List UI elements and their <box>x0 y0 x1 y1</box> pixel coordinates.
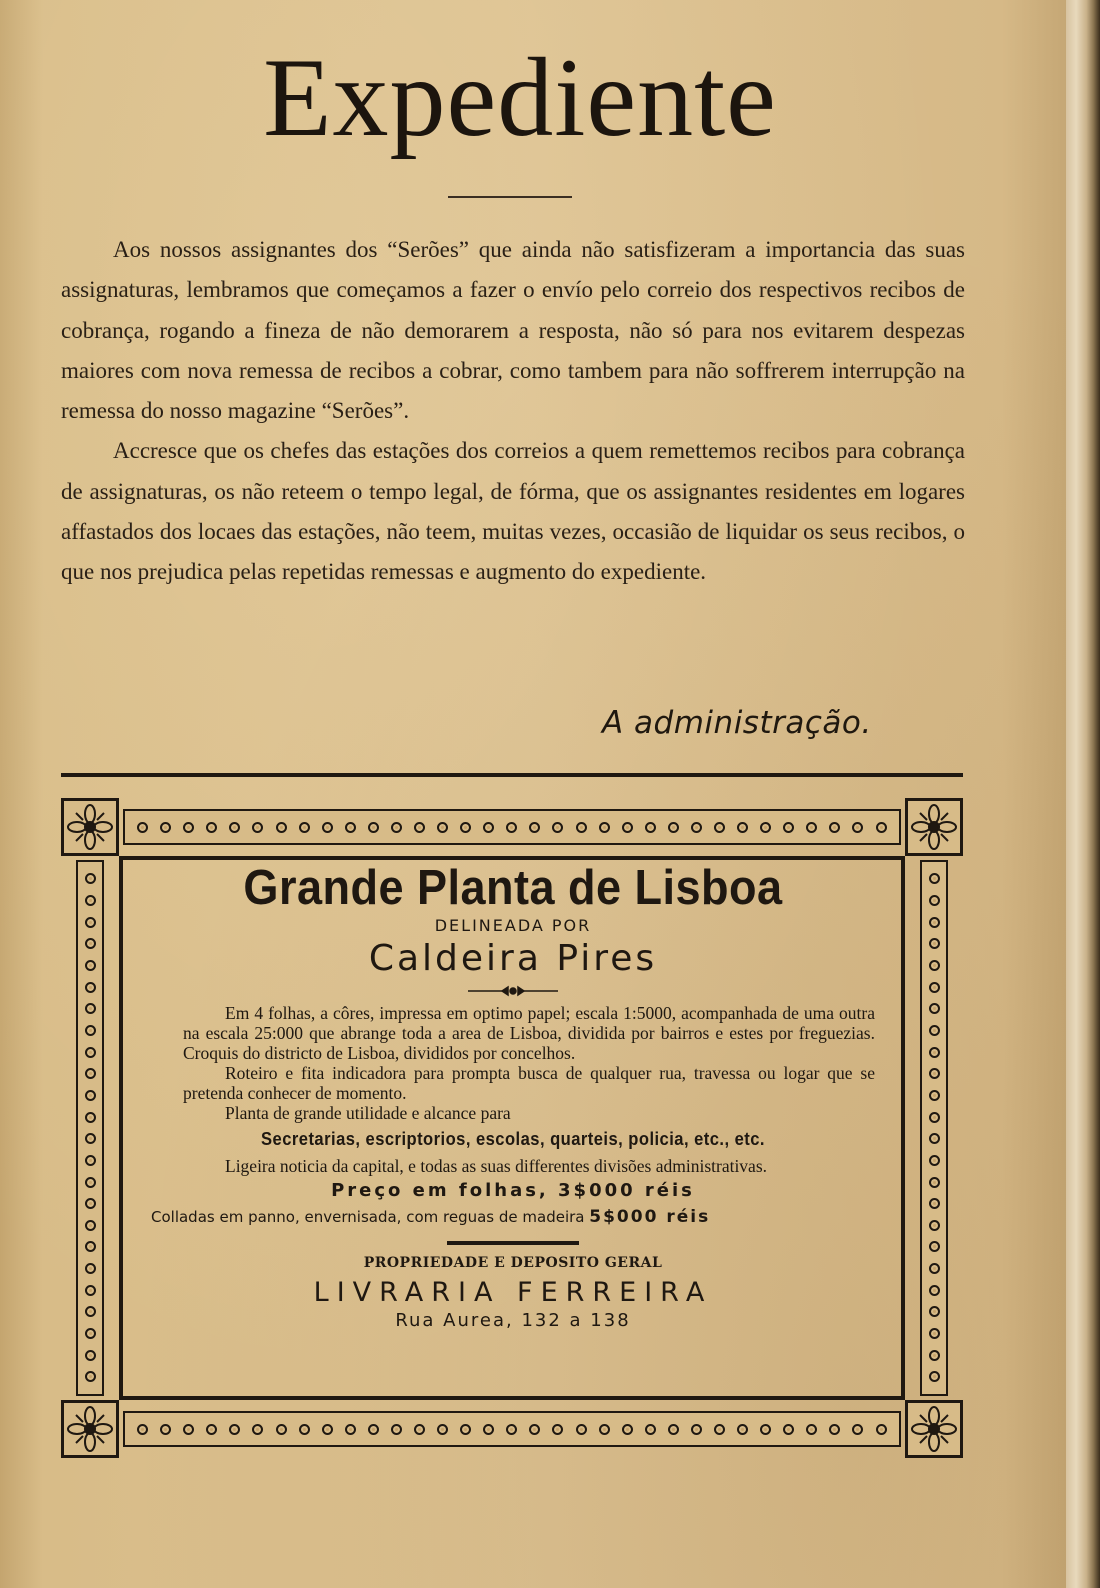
advert-paragraph-3: Planta de grande utilidade e alcance para <box>225 1102 511 1123</box>
dot-border-icon <box>85 1241 96 1252</box>
dot-border-icon <box>645 822 656 833</box>
advert-property-line: PROPRIEDADE E DEPOSITO GERAL <box>363 1254 663 1271</box>
dot-border-icon <box>437 822 448 833</box>
dot-border-icon <box>85 1112 96 1123</box>
dot-border-icon <box>160 1424 171 1435</box>
dot-border-icon <box>929 1047 940 1058</box>
dot-border-icon <box>206 822 217 833</box>
dot-border-icon <box>737 822 748 833</box>
dot-border-icon <box>645 1424 656 1435</box>
dot-border-icon <box>929 1350 940 1361</box>
dot-border-icon <box>691 1424 702 1435</box>
dot-border-icon <box>414 822 425 833</box>
dot-border-icon <box>85 1177 96 1188</box>
dot-border-icon <box>85 1003 96 1014</box>
dot-border-icon <box>276 822 287 833</box>
dot-border-icon <box>929 917 940 928</box>
dot-border-icon <box>483 1424 494 1435</box>
dot-border-icon <box>552 822 563 833</box>
dot-border-icon <box>929 1220 940 1231</box>
dot-border-icon <box>876 822 887 833</box>
dot-border-icon <box>85 1155 96 1166</box>
dot-border-icon <box>85 1371 96 1382</box>
dot-border-icon <box>929 1112 940 1123</box>
dot-border-icon <box>85 1306 96 1317</box>
dot-border-icon <box>929 895 940 906</box>
dot-border-icon <box>85 873 96 884</box>
dot-border-icon <box>85 1133 96 1144</box>
dot-border-icon <box>852 1424 863 1435</box>
advert-subtitle: DELINEADA POR <box>434 916 592 936</box>
title-rule <box>448 196 572 198</box>
dot-border-icon <box>929 1068 940 1079</box>
advert-bold-line: Secretarias, escriptorios, escolas, quarteis, policia, etc., etc. <box>261 1128 765 1149</box>
dot-border-icon <box>760 822 771 833</box>
section-divider <box>61 773 963 777</box>
dot-border-icon <box>85 895 96 906</box>
dot-border-bottom <box>123 1411 901 1447</box>
dot-border-icon <box>183 1424 194 1435</box>
dot-border-icon <box>85 1068 96 1079</box>
advert-paragraph-1: Em 4 folhas, a côres, impressa em optimo papel; escala 1:5000, acompanhada de uma outra na escala 25:000 que abrange toda a area de Lisboa, dividida por bairros e estes por freguezias. Croquis do districto de Lisboa, divididos por concelhos. <box>183 1002 875 1063</box>
advert-shop-name: LIVRARIA FERREIRA <box>313 1276 713 1308</box>
dot-border-icon <box>299 1424 310 1435</box>
dot-border-right <box>920 860 948 1396</box>
dot-border-icon <box>322 1424 333 1435</box>
dot-border-icon <box>85 917 96 928</box>
dot-border-icon <box>622 822 633 833</box>
fleuron-divider-icon <box>129 983 897 997</box>
book-page-edge <box>1066 0 1100 1588</box>
dot-border-icon <box>460 822 471 833</box>
dot-border-icon <box>760 1424 771 1435</box>
dot-border-icon <box>576 822 587 833</box>
dot-border-icon <box>806 822 817 833</box>
advert-price-mounted <box>129 1207 897 1227</box>
dot-border-icon <box>929 1090 940 1101</box>
rosette-corner-icon <box>905 1400 963 1458</box>
dot-border-icon <box>929 1371 940 1382</box>
dot-border-icon <box>929 1003 940 1014</box>
dot-border-icon <box>929 1133 940 1144</box>
notice-body <box>61 230 965 593</box>
dot-border-icon <box>85 1047 96 1058</box>
advert-address: Rua Aurea, 132 a 138 <box>395 1309 631 1331</box>
dot-border-icon <box>552 1424 563 1435</box>
dot-border-icon <box>929 1285 940 1296</box>
dot-border-icon <box>929 960 940 971</box>
dot-border-icon <box>85 938 96 949</box>
dot-border-icon <box>391 1424 402 1435</box>
dot-border-icon <box>829 1424 840 1435</box>
dot-border-icon <box>391 822 402 833</box>
dot-border-icon <box>929 1198 940 1209</box>
dot-border-icon <box>876 1424 887 1435</box>
dot-border-icon <box>668 822 679 833</box>
advertisement <box>61 798 963 1458</box>
dot-border-left <box>76 860 104 1396</box>
dot-border-icon <box>929 873 940 884</box>
notice-paragraph-1: Aos nossos assignantes dos “Serões” que ainda não satisfizeram a importancia das suas assignaturas, lembramos que começamos a fazer o envío pelo correio dos respectivos recibos de cobrança, rogando a fineza de não demorarem a resposta, não só para nos evitarem despezas maiores com nova remessa de recibos a cobrar, como tambem para não soffrerem interrupção na remessa do nosso magazine “Serões”. <box>61 237 965 424</box>
rosette-corner-icon <box>61 798 119 856</box>
dot-border-icon <box>322 822 333 833</box>
dot-border-icon <box>85 960 96 971</box>
dot-border-icon <box>85 1090 96 1101</box>
advert-title: Grande Planta de Lisboa <box>243 861 783 915</box>
signature: A administração. <box>602 705 872 741</box>
rosette-corner-icon <box>905 798 963 856</box>
dot-border-icon <box>737 1424 748 1435</box>
dot-border-icon <box>85 982 96 993</box>
dot-border-icon <box>460 1424 471 1435</box>
dot-border-icon <box>229 822 240 833</box>
advert-price-mounted-value: 5$000 réis <box>589 1206 711 1227</box>
rosette-corner-icon <box>61 1400 119 1458</box>
dot-border-icon <box>85 1263 96 1274</box>
dot-border-icon <box>929 1328 940 1339</box>
dot-border-icon <box>85 1198 96 1209</box>
dot-border-icon <box>783 1424 794 1435</box>
dot-border-icon <box>137 1424 148 1435</box>
dot-border-icon <box>345 1424 356 1435</box>
dot-border-icon <box>368 822 379 833</box>
dot-border-icon <box>160 822 171 833</box>
advert-content <box>129 858 897 1331</box>
dot-border-icon <box>622 1424 633 1435</box>
notice-paragraph-2: Accresce que os chefes das estações dos correios a quem remettemos recibos para cobrança de assignaturas, os não reteem o tempo legal, de fórma, que os assignantes residentes em logares affastados dos locaes das estações, não teem, muitas vezes, occasião de liquidar os seus recibos, o que nos prejudica pelas repetidas remessas e augmento do expediente. <box>61 438 965 585</box>
advert-author: Caldeira Pires <box>368 938 658 980</box>
dot-border-icon <box>506 822 517 833</box>
dot-border-icon <box>252 1424 263 1435</box>
dot-border-icon <box>183 822 194 833</box>
dot-border-icon <box>206 1424 217 1435</box>
dot-border-icon <box>529 1424 540 1435</box>
dot-border-icon <box>576 1424 587 1435</box>
dot-border-icon <box>483 822 494 833</box>
dot-border-icon <box>85 1350 96 1361</box>
dot-border-icon <box>137 822 148 833</box>
advert-price-mounted-text: Colladas em panno, envernisada, com reguas de madeira <box>151 1207 585 1226</box>
dot-border-icon <box>829 822 840 833</box>
dot-border-icon <box>806 1424 817 1435</box>
dot-border-icon <box>437 1424 448 1435</box>
dot-border-icon <box>783 822 794 833</box>
dot-border-icon <box>276 1424 287 1435</box>
dot-border-icon <box>506 1424 517 1435</box>
dot-border-icon <box>929 1306 940 1317</box>
dot-border-icon <box>299 822 310 833</box>
dot-border-icon <box>929 1025 940 1036</box>
dot-border-icon <box>714 822 725 833</box>
dot-border-icon <box>85 1285 96 1296</box>
dot-border-top <box>123 809 901 845</box>
dot-border-icon <box>668 1424 679 1435</box>
dot-border-icon <box>599 1424 610 1435</box>
dot-border-icon <box>929 982 940 993</box>
advert-price-sheets: Preço em folhas, 3$000 réis <box>331 1179 695 1201</box>
dot-border-icon <box>368 1424 379 1435</box>
advert-paragraph-4: Ligeira noticia da capital, e todas as suas differentes divisões administrativas. <box>225 1155 768 1176</box>
advert-paragraph-2: Roteiro e fita indicadora para prompta busca de qualquer rua, travessa ou logar que se pretenda conhecer de momento. <box>183 1062 875 1103</box>
dot-border-icon <box>529 822 540 833</box>
advert-rule <box>447 1241 579 1245</box>
dot-border-icon <box>852 822 863 833</box>
dot-border-icon <box>414 1424 425 1435</box>
dot-border-icon <box>599 822 610 833</box>
dot-border-icon <box>229 1424 240 1435</box>
dot-border-icon <box>929 1263 940 1274</box>
dot-border-icon <box>252 822 263 833</box>
dot-border-icon <box>691 822 702 833</box>
page-title: Expediente <box>263 36 777 160</box>
dot-border-icon <box>85 1025 96 1036</box>
dot-border-icon <box>714 1424 725 1435</box>
dot-border-icon <box>929 1177 940 1188</box>
dot-border-icon <box>929 938 940 949</box>
dot-border-icon <box>345 822 356 833</box>
dot-border-icon <box>929 1155 940 1166</box>
dot-border-icon <box>929 1241 940 1252</box>
dot-border-icon <box>85 1328 96 1339</box>
dot-border-icon <box>85 1220 96 1231</box>
